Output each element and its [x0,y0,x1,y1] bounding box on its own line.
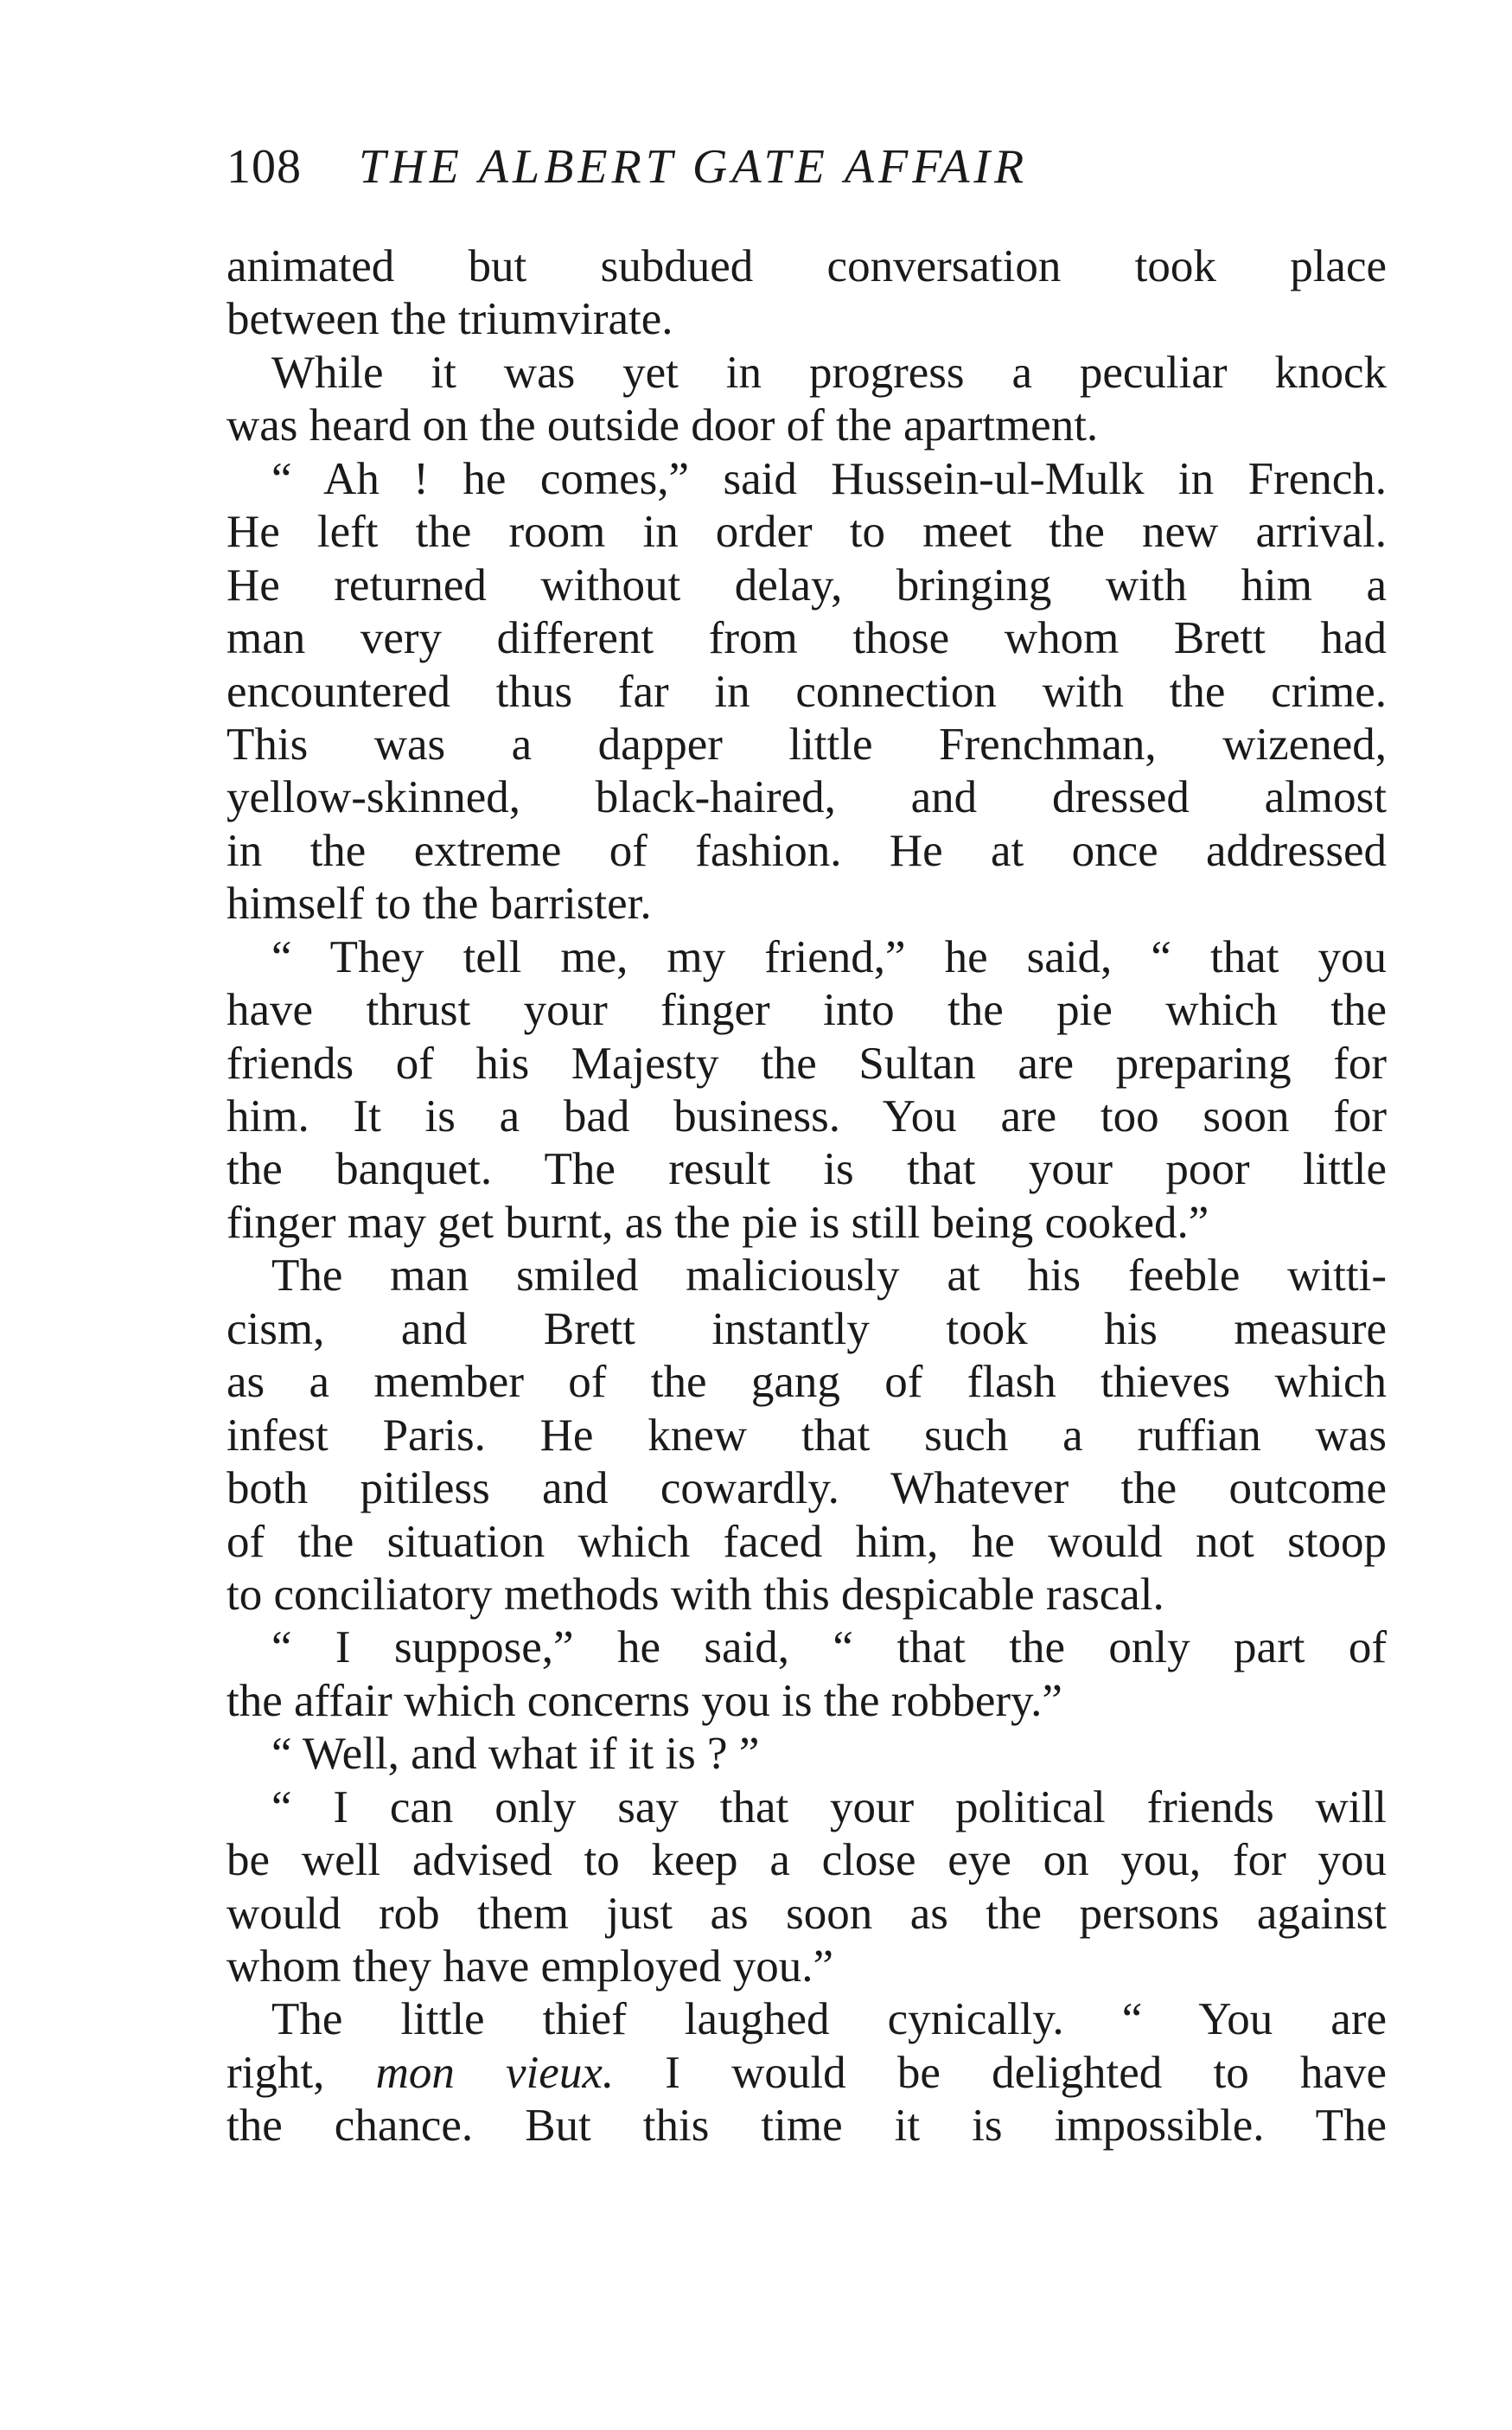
text-line-content: He returned without delay, bringing with him a [226,560,1387,611]
text-line [226,293,1387,346]
text-line [226,1993,1387,2046]
italic-phrase: mon vieux. [375,2047,615,2098]
text-line-content: “ I suppose,” he said, “ that the only part of [271,1622,1387,1673]
text-line [226,1888,1387,1941]
text-line-content: animated but subdued conversation took place [226,241,1387,291]
text-line-content: him. It is a bad business. You are too soon for [226,1091,1387,1141]
text-line [226,2100,1387,2152]
text-line-content: This was a dapper little Frenchman, wizened, [226,719,1387,770]
text-line [226,347,1387,400]
text-line-content: The man smiled maliciously at his feeble witti- [271,1250,1387,1301]
text-line-content: as a member of the gang of flash thieves which [226,1357,1387,1408]
text-line [226,1410,1387,1462]
text-line-content: “ I can only say that your political friends will [271,1781,1387,1832]
text-line-content: whom they have employed you.” [226,1941,834,1992]
text-line [226,1834,1387,1887]
text-line [226,560,1387,612]
text-line-content: encountered thus far in connection with the crime. [226,666,1387,717]
text-line-content: was heard on the outside door of the apartment. [226,400,1099,451]
text-line-content: to conciliatory methods with this despicable rascal. [226,1569,1164,1620]
text-line [226,1781,1387,1834]
text-line [226,1728,1387,1781]
text-line [226,1250,1387,1302]
text-line [226,1516,1387,1569]
text-line [226,1038,1387,1090]
text-line-content: cism, and Brett instantly took his measure [226,1303,1387,1354]
text-line-content: the chance. But this time it is impossible. The [226,2101,1387,2152]
text-line-content: friends of his Majesty the Sultan are preparing for [226,1038,1387,1089]
text-line [226,1143,1387,1196]
text-line [226,400,1387,452]
body-text [226,240,1387,2153]
text-line-content: The little thief laughed cynically. “ You are [271,1994,1387,2045]
text-line [226,1090,1387,1143]
text-line-content: man very different from those whom Brett had [226,613,1387,664]
text-line [226,719,1387,771]
text-line [226,1462,1387,1515]
text-line-content: yellow-skinned, black-haired, and dressed almost [226,772,1387,823]
text-line [226,931,1387,984]
text-line [226,240,1387,293]
text-line-content: have thrust your finger into the pie which the [226,985,1387,1036]
text-line [226,825,1387,878]
text-line [226,1675,1387,1728]
text-line-content: “ They tell me, my friend,” he said, “ that you [271,931,1387,982]
text-line-continuation: I would be delighted to have [614,2047,1387,2098]
text-line [226,453,1387,506]
page-number: 108 [226,140,302,194]
text-line-content: himself to the barrister. [226,879,652,930]
text-line-content: infest Paris. He knew that such a ruffian was [226,1410,1387,1461]
text-line [226,2047,1387,2100]
book-title: THE ALBERT GATE AFFAIR [359,140,1029,194]
text-line [226,666,1387,719]
text-line-content: “ Well, and what if it is ? ” [271,1729,760,1780]
text-line-content: He left the room in order to meet the new arrival. [226,507,1387,558]
text-line-content: the affair which concerns you is the robbery.” [226,1675,1062,1726]
text-line-content: be well advised to keep a close eye on you, for you [226,1835,1387,1886]
text-line-content: “ Ah ! he comes,” said Hussein-ul-Mulk in French. [271,453,1387,504]
running-head [226,137,1387,197]
text-line-content: in the extreme of fashion. He at once addressed [226,825,1387,876]
text-line-content: both pitiless and cowardly. Whatever the outcome [226,1463,1387,1514]
text-line [226,1621,1387,1674]
text-line-content: would rob them just as soon as the persons against [226,1888,1387,1939]
text-line [226,1941,1387,1993]
text-line [226,1569,1387,1621]
text-line-content: of the situation which faced him, he would not stoop [226,1516,1387,1567]
text-line [226,878,1387,930]
text-line [226,506,1387,559]
text-line [226,1197,1387,1250]
text-line-content: right, [226,2047,376,2098]
text-line-content: While it was yet in progress a peculiar knock [271,347,1387,398]
text-line [226,984,1387,1037]
text-line [226,612,1387,665]
text-line-content: between the triumvirate. [226,294,673,345]
text-line [226,1356,1387,1409]
text-line [226,1303,1387,1356]
text-line [226,771,1387,824]
text-line-content: finger may get burnt, as the pie is still being cooked.” [226,1197,1209,1248]
text-line-content: the banquet. The result is that your poor little [226,1144,1387,1195]
